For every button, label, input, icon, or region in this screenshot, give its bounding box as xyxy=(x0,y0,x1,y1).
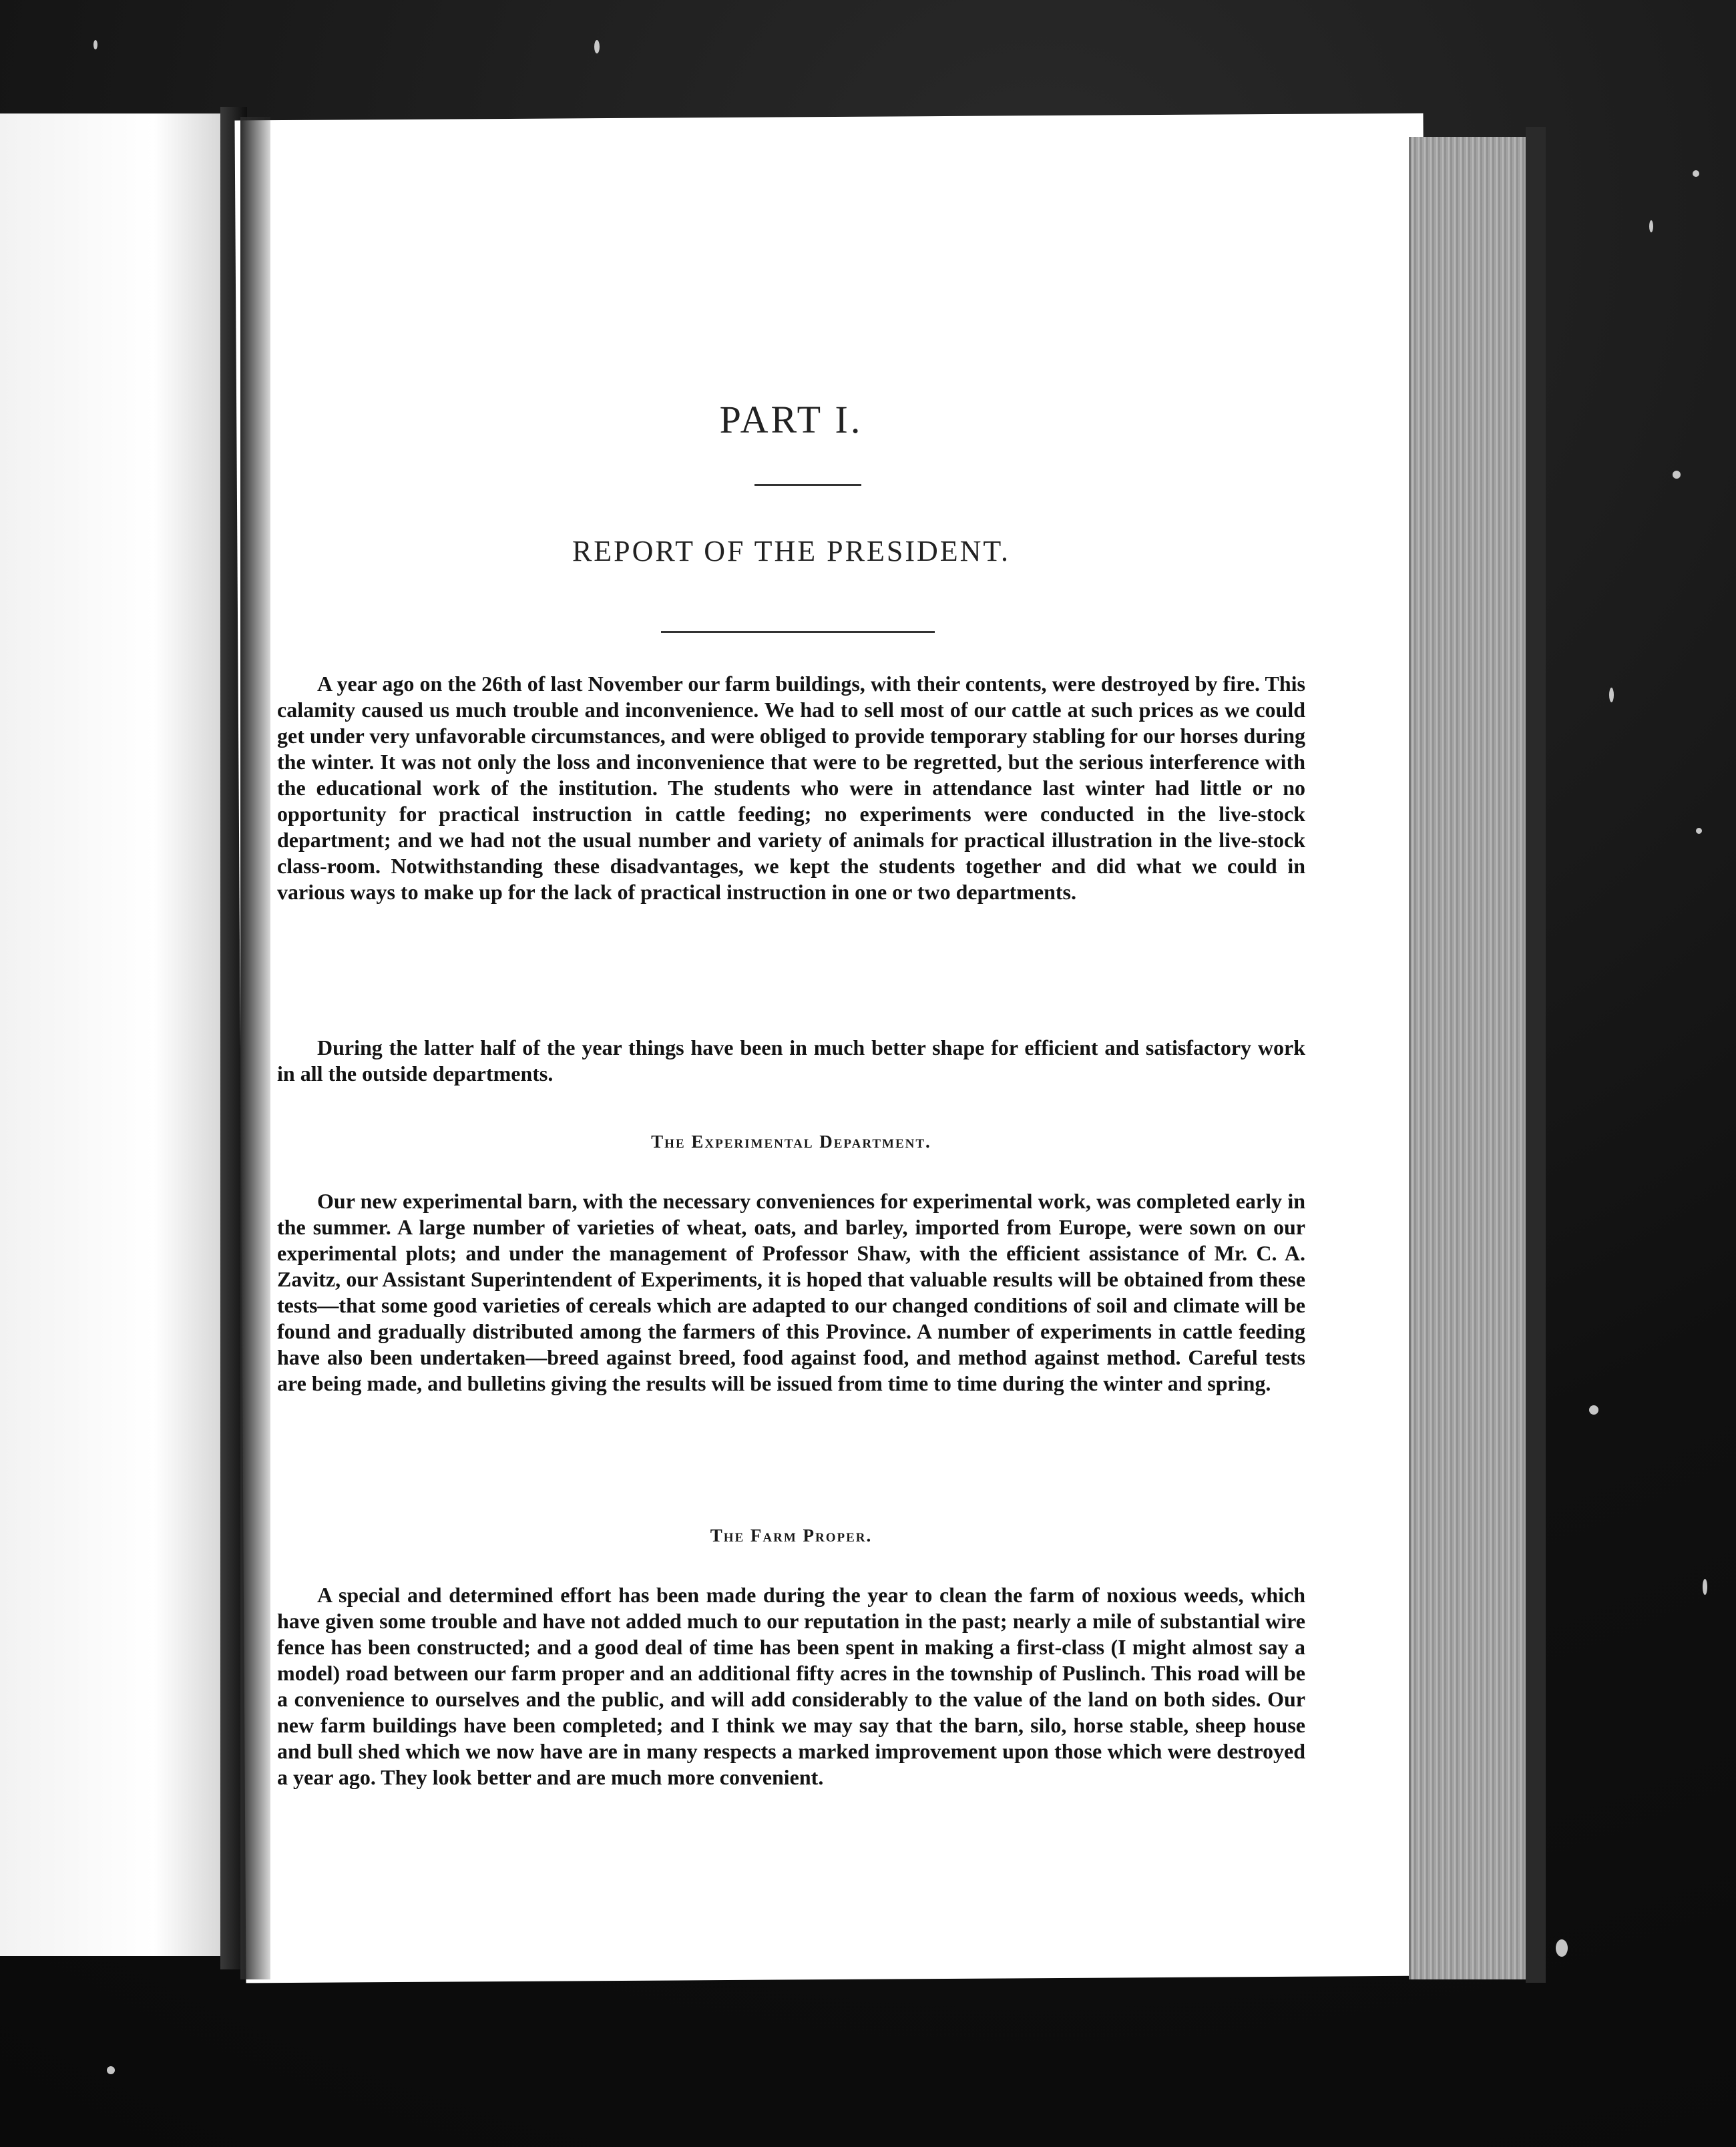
dust-speck xyxy=(1693,170,1699,177)
dust-speck xyxy=(1649,220,1653,232)
part-title: PART I. xyxy=(719,398,863,441)
page-edges xyxy=(1409,137,1528,1979)
page-binding-shadow xyxy=(240,117,270,1979)
facing-left-page xyxy=(0,113,220,1956)
title-divider xyxy=(754,484,861,486)
section-heading-farm-proper: The Farm Proper. xyxy=(710,1525,873,1545)
dust-speck xyxy=(1673,471,1681,479)
dust-speck xyxy=(1609,688,1614,702)
dust-speck xyxy=(1556,1939,1568,1957)
dust-speck xyxy=(594,40,600,53)
paragraph-farm-proper: A special and determined effort has been made during the year to clean the farm of noxious weeds, which have given some trouble and have not added much to our reputation in the past; nearly a mile of substantial wire fence has been constructed; and a good deal of time has been spent in making a first-class (I might almost say a model) road between our farm proper and an additional fifty acres in the township of Puslinch. This road will be a convenience to ourselves and the public, and will add considerably to the value of the land on both sides. Our new farm buildings have been completed; and I think we may say that the barn, silo, horse stable, sheep house and bull shed which we now have are in many respects a marked improvement upon those which were destroyed a year ago. They look better and are much more convenient. xyxy=(277,1583,1305,1789)
dust-speck xyxy=(1703,1579,1707,1595)
dust-speck xyxy=(1696,828,1702,834)
dust-speck xyxy=(107,2066,115,2074)
dust-speck xyxy=(1589,1405,1598,1415)
paragraph-fire: A year ago on the 26th of last November our farm buildings, with their contents, were destroyed by fire. This calamity caused us much trouble and inconvenience. We had to sell most of our cattle at such prices as we could get under very unfavorable circumstances, and were obliged to provide temporary stabling for our horses during the winter. It was not only the loss and inconvenience that were to be regretted, but the serious interference with the educational work of the institution. The students who were in attendance last winter had little or no opportunity for practical instruction in cattle feeding; no experiments were conducted in the live-stock department; and we had not the usual number and variety of animals for practical illustration in the live-stock class-room. Notwithstanding these disadvantages, we kept the students together and did what we could in various ways to make up for the lack of practical instruction in one or two departments. xyxy=(277,672,1305,904)
section-heading-experimental: The Experimental Department. xyxy=(651,1132,931,1152)
paragraph-latter-half: During the latter half of the year things have been in much better shape for efficient and satisfactory work in all the outside departments. xyxy=(277,1035,1305,1086)
dust-speck xyxy=(93,40,97,49)
report-title: REPORT OF THE PRESIDENT. xyxy=(572,535,1011,567)
book-cover-edge xyxy=(1526,127,1546,1983)
heading-divider xyxy=(661,631,935,633)
paragraph-experimental: Our new experimental barn, with the necessary conveniences for experimental work, was completed early in the summer. A large number of varieties of wheat, oats, and barley, imported from Europe, were sown on our experimental plots; and under the management of Professor Shaw, with the efficient assistance of Mr. C. A. Zavitz, our Assistant Superintendent of Experiments, it is hoped that valuable results will be obtained from these tests—that some good varieties of cereals which are adapted to our changed conditions of soil and climate will be found and gradually distributed among the farmers of this Province. A number of experiments in cattle feeding have also been undertaken—breed against breed, food against food, and method against method. Careful tests are being made, and bulletins giving the results will be issued from time to time during the winter and spring. xyxy=(277,1189,1305,1395)
